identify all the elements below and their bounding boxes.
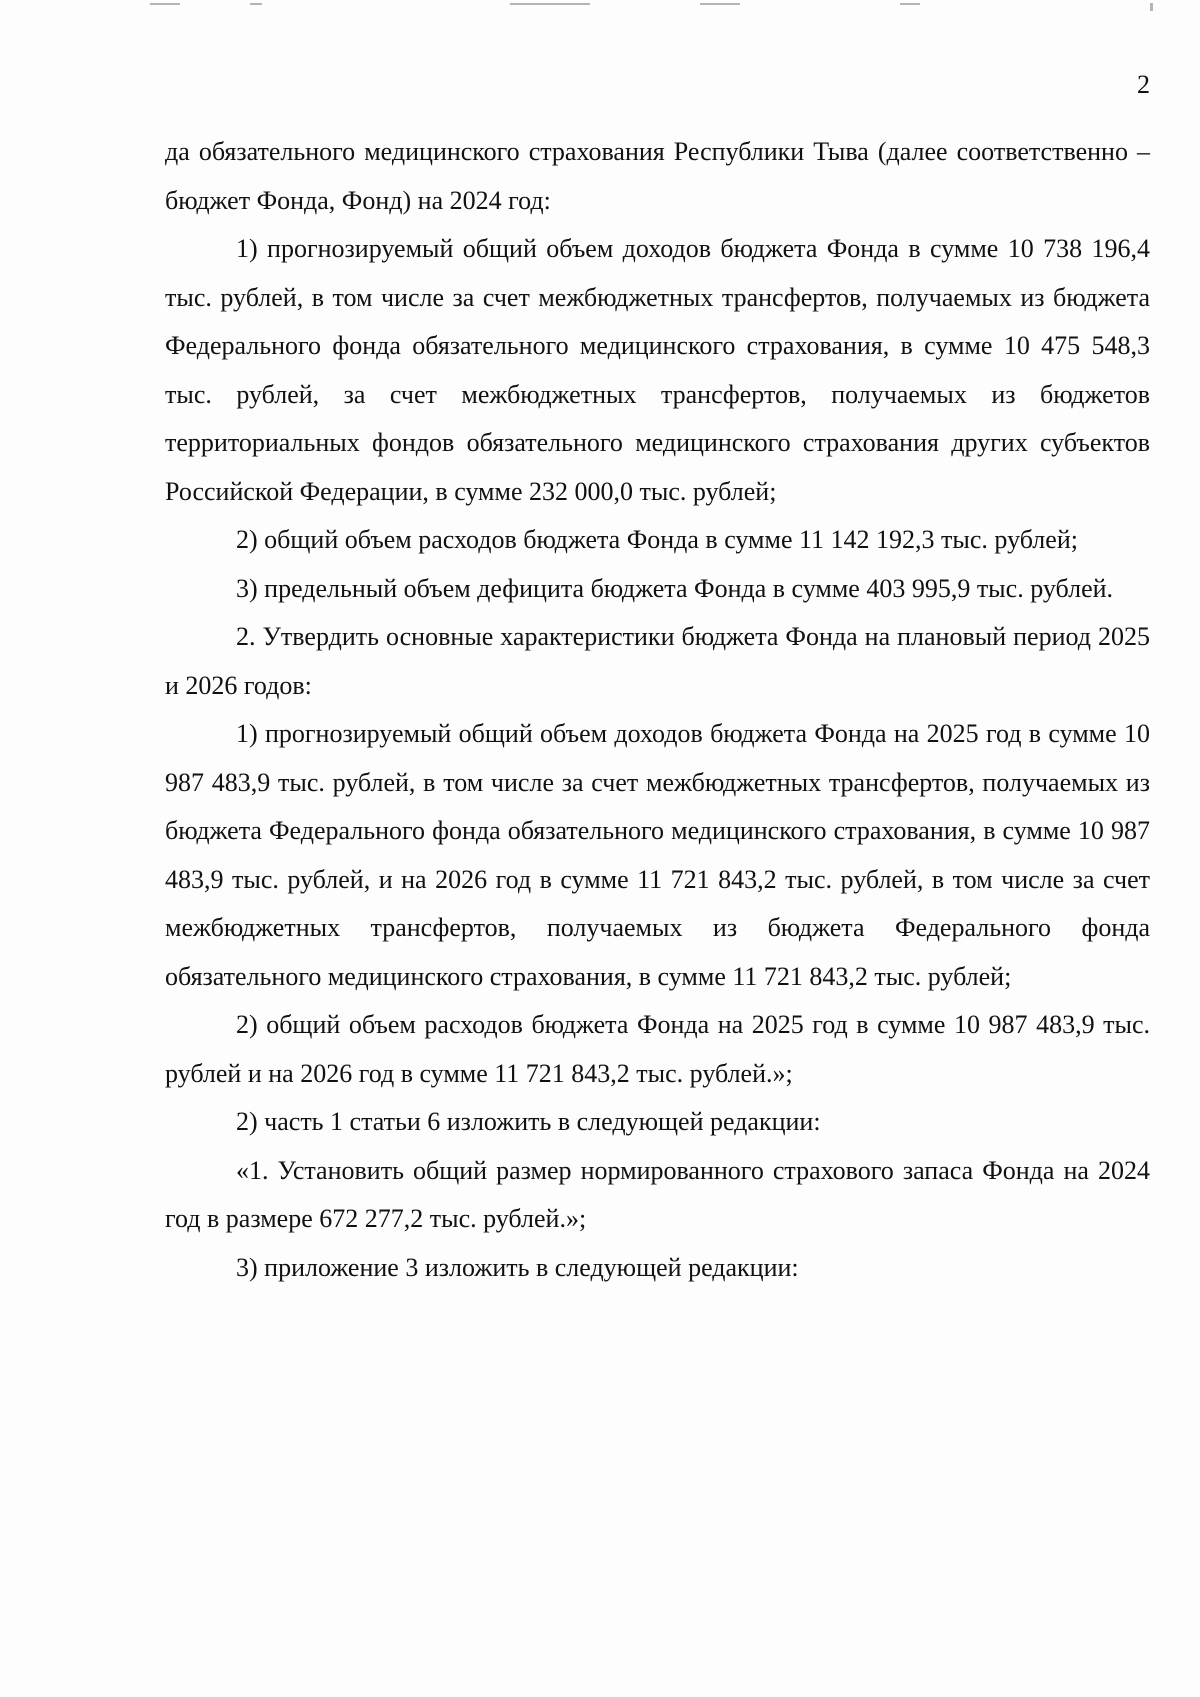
paragraph-amendment-3: 3) приложение 3 изложить в следующей редакции: [236, 1252, 799, 1282]
paragraph-item-1-1: 1) прогнозируемый общий объем доходов бюджета Фонда в сумме 10 738 196,4 тыс. рублей, в том числе за счет межбюджетных трансфертов, получаемых из бюджета Федерального фонда обязательного медицинского страхования, в сумме 10 475 548,3 тыс. рублей, за счет межбюджетных трансфертов, получаемых из бюджетов территориальных фондов обязательного медицинского страхования других субъектов Российской Федерации, в сумме 232 000,0 тыс. рублей; [165, 234, 1150, 506]
paragraph-item-2-2: 2) общий объем расходов бюджета Фонда на 2025 год в сумме 10 987 483,9 тыс. рублей и на 2026 год в сумме 11 721 843,2 тыс. рублей.»; [165, 1010, 1150, 1088]
paragraph-intro: да обязательного медицинского страхования Республики Тыва (далее соответственно – бюджет Фонда, Фонд) на 2024 год: [165, 137, 1150, 215]
page-number: 2 [1137, 70, 1150, 99]
paragraph-item-2-1: 1) прогнозируемый общий объем доходов бюджета Фонда на 2025 год в сумме 10 987 483,9 тыс. рублей, в том числе за счет межбюджетных трансфертов, получаемых из бюджета Федерального фонда обязательного медицинского страхования, в сумме 10 987 483,9 тыс. рублей, и на 2026 год в сумме 11 721 843,2 тыс. рублей, в том числе за счет межбюджетных трансфертов, получаемых из бюджета Федерального фонда обязательного медицинского страхования, в сумме 11 721 843,2 тыс. рублей; [165, 719, 1150, 991]
paragraph-amendment-2: 2) часть 1 статьи 6 изложить в следующей редакции: [236, 1107, 821, 1136]
paragraph-point-2: 2. Утвердить основные характеристики бюджета Фонда на плановый период 2025 и 2026 годов: [165, 622, 1150, 700]
paragraph-article-6-part-1: «1. Установить общий размер нормированного страхового запаса Фонда на 2024 год в размере 672 277,2 тыс. рублей.»; [165, 1155, 1150, 1233]
scan-edge-artifact [0, 0, 1200, 10]
paragraph-item-1-3: 3) предельный объем дефицита бюджета Фонда в сумме 403 995,9 тыс. рублей. [236, 573, 1114, 603]
document-body [165, 128, 1150, 1292]
paragraph-item-1-2: 2) общий объем расходов бюджета Фонда в сумме 11 142 192,3 тыс. рублей; [236, 525, 1078, 554]
